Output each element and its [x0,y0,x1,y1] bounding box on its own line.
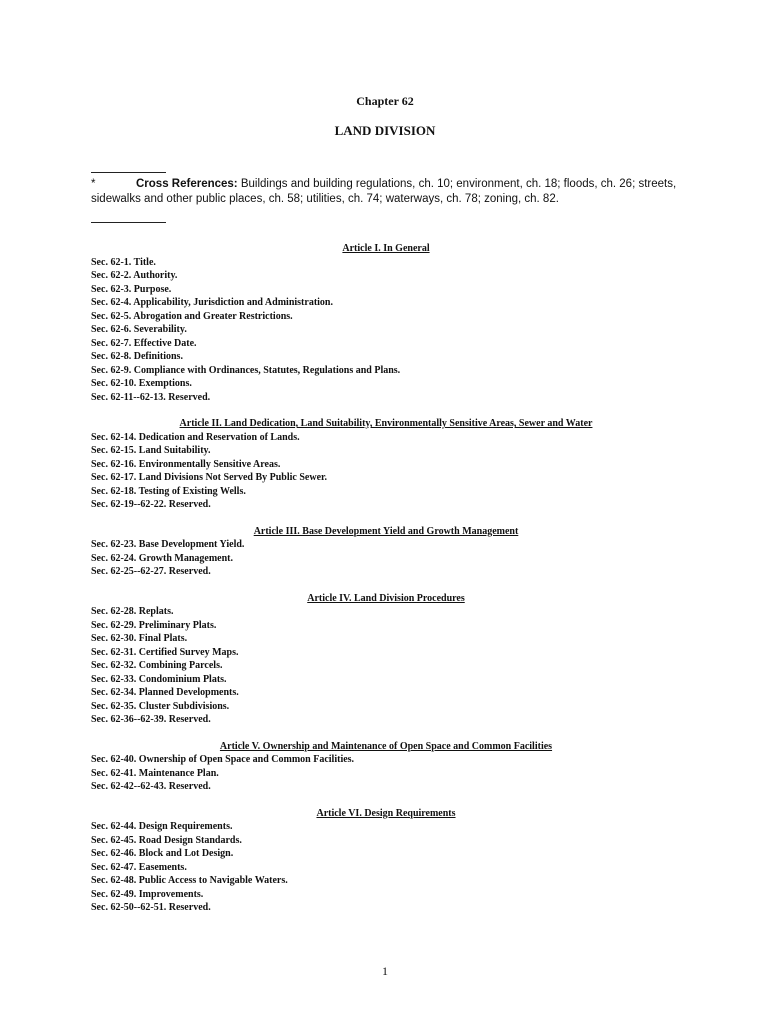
section-item: Sec. 62-29. Preliminary Plats. [91,619,217,631]
section-item: Sec. 62-23. Base Development Yield. [91,539,245,550]
article-heading: Article III. Base Development Yield and Growth Management [253,525,519,537]
article-block [91,525,681,579]
section-item: Sec. 62-24. Growth Management. [91,552,234,564]
section-item: Sec. 62-30. Final Plats. [91,633,188,644]
article-block [91,242,681,404]
page-title: LAND DIVISION [334,123,436,138]
article-heading: Article I. In General [342,243,430,254]
cross-reference-text: Buildings and building regulations, ch. 10; environment, ch. 18; floods, ch. 26; streets, sidewalks and other public places, ch. 58; utilities, ch. 74; waterways, ch. 78; zoning, ch. 82. [91,178,677,205]
table-of-contents [91,242,681,915]
section-item: Sec. 62-7. Effective Date. [91,337,197,349]
section-item: Sec. 62-42--62-43. Reserved. [91,781,211,792]
chapter-label: Chapter 62 [356,94,414,108]
footnote-rule-bottom [91,222,166,223]
article-heading: Article II. Land Dedication, Land Suitability, Environmentally Sensitive Areas, Sewer and Water [179,418,593,429]
section-item: Sec. 62-49. Improvements. [91,888,204,900]
section-item: Sec. 62-28. Replats. [91,606,174,617]
section-item: Sec. 62-50--62-51. Reserved. [91,902,211,913]
section-item: Sec. 62-16. Environmentally Sensitive Areas. [91,458,281,470]
footnote-rule-top [91,172,166,173]
section-item: Sec. 62-45. Road Design Standards. [91,834,242,846]
section-item: Sec. 62-48. Public Access to Navigable Waters. [91,875,288,886]
article-block [91,592,681,727]
article-heading: Article IV. Land Division Procedures [307,592,465,604]
section-item: Sec. 62-41. Maintenance Plan. [91,767,219,779]
section-item: Sec. 62-9. Compliance with Ordinances, Statutes, Regulations and Plans. [91,364,401,376]
section-item: Sec. 62-46. Block and Lot Design. [91,848,234,859]
section-item: Sec. 62-17. Land Divisions Not Served By Public Sewer. [91,472,328,483]
section-item: Sec. 62-35. Cluster Subdivisions. [91,700,230,712]
section-item: Sec. 62-14. Dedication and Reservation of Lands. [91,431,300,443]
cross-reference-footnote [91,177,681,207]
section-item: Sec. 62-47. Easements. [91,861,187,873]
section-item: Sec. 62-19--62-22. Reserved. [91,499,211,510]
section-item: Sec. 62-31. Certified Survey Maps. [91,646,239,658]
section-item: Sec. 62-18. Testing of Existing Wells. [91,485,246,497]
article-block [91,807,681,915]
footnote-marker: * [91,178,96,190]
section-item: Sec. 62-32. Combining Parcels. [91,660,223,671]
section-item: Sec. 62-34. Planned Developments. [91,687,239,698]
section-item: Sec. 62-2. Authority. [91,270,178,281]
article-block [91,740,681,794]
cross-reference-label: Cross References: [136,178,238,190]
section-item: Sec. 62-3. Purpose. [91,283,172,295]
section-item: Sec. 62-6. Severability. [91,324,187,335]
section-item: Sec. 62-10. Exemptions. [91,378,192,389]
section-item: Sec. 62-11--62-13. Reserved. [91,391,211,403]
section-item: Sec. 62-4. Applicability, Jurisdiction and Administration. [91,297,333,308]
section-item: Sec. 62-1. Title. [91,256,156,268]
article-block [91,417,681,512]
section-item: Sec. 62-44. Design Requirements. [91,821,233,832]
section-item: Sec. 62-15. Land Suitability. [91,445,211,456]
section-item: Sec. 62-8. Definitions. [91,351,183,362]
section-item: Sec. 62-36--62-39. Reserved. [91,714,211,725]
article-heading: Article VI. Design Requirements [316,807,456,819]
section-item: Sec. 62-25--62-27. Reserved. [91,566,211,577]
article-heading: Article V. Ownership and Maintenance of Open Space and Common Facilities [219,740,553,752]
page-number: 1 [382,964,388,978]
section-item: Sec. 62-40. Ownership of Open Space and Common Facilities. [91,754,355,765]
section-item: Sec. 62-33. Condominium Plats. [91,673,227,685]
section-item: Sec. 62-5. Abrogation and Greater Restrictions. [91,310,293,322]
